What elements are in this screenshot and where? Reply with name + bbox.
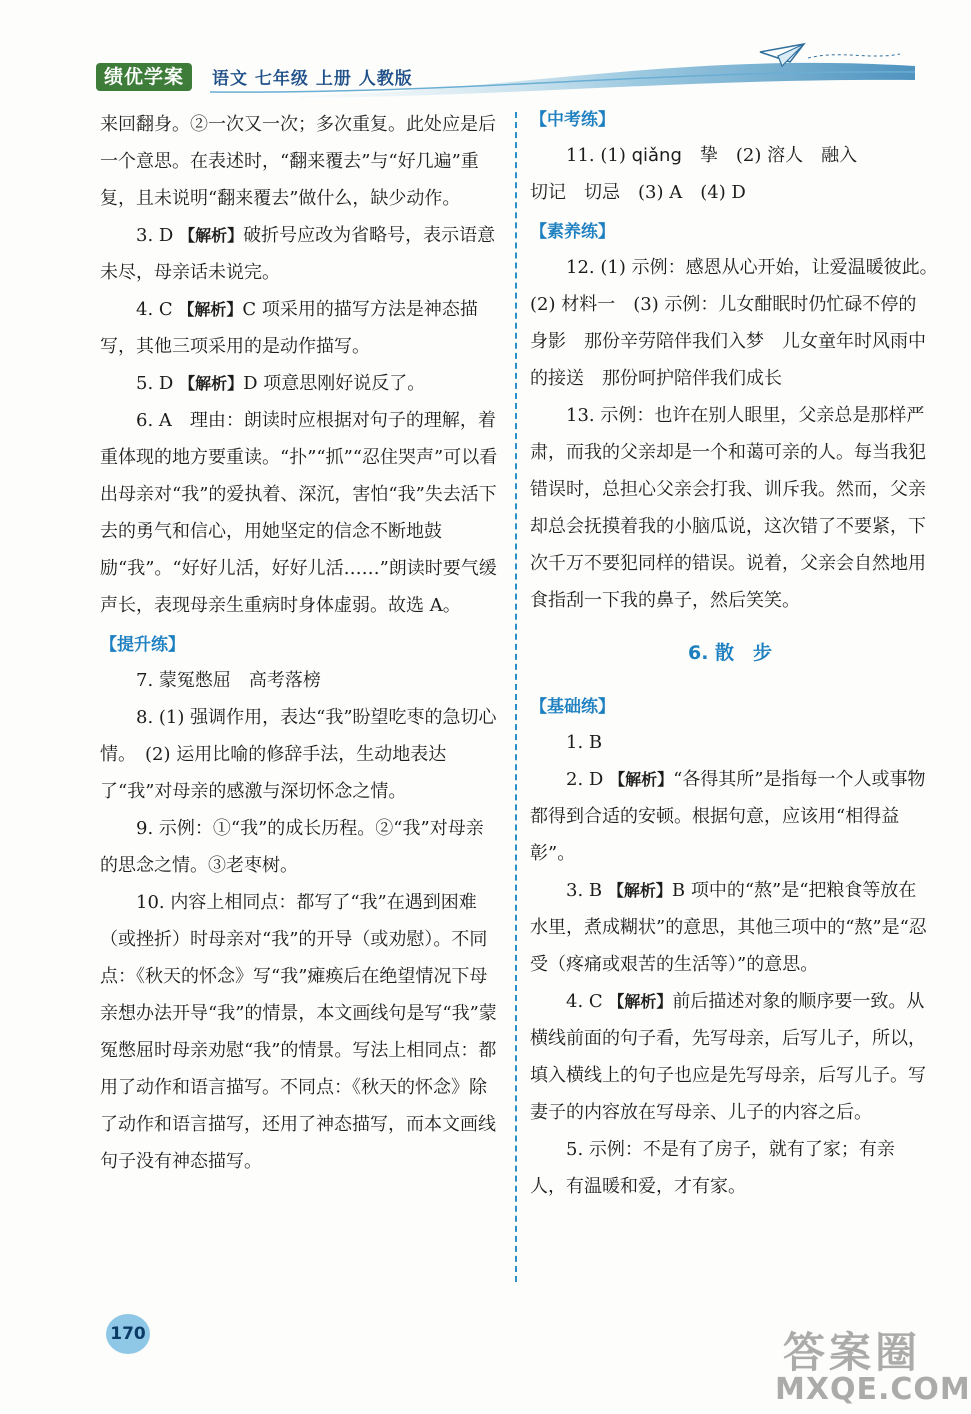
page-number: 170 — [106, 1314, 150, 1354]
analysis-tag: 【解析】 — [179, 374, 244, 393]
answer-b1: 1. B — [566, 732, 603, 753]
lesson-title: 6. 散 步 — [687, 642, 773, 664]
paper-plane-icon — [760, 44, 804, 66]
section-label: 【中考练】 — [530, 110, 615, 130]
answer-paragraph-continued: 来回翻身。②一次又一次；多次重复。此处应是后一个意思。在表述时，“翻来覆去”与“好几遍”重复，且未说明“翻来覆去”做什么，缺少动作。 — [100, 114, 496, 209]
q4-number: 4. C — [136, 299, 173, 320]
q11-answers: 挚 (2) 溶人 融入 — [681, 145, 858, 166]
b3-number: 3. B — [566, 880, 603, 901]
q11-number: 11. (1) — [566, 145, 632, 166]
b2-explanation: “各得其所”是指每一个人或事物都得到合适的安顿。根据句意，应该用“相得益彰”。 — [530, 769, 926, 864]
q3-number: 3. D — [136, 225, 174, 246]
b4-explanation: 前后描述对象的顺序要一致。从横线前面的句子看，先写母亲，后写儿子，所以，填入横线上的句子也应是先写母亲，后写儿子。写妻子的内容放在写母亲、儿子的内容之后。 — [530, 991, 926, 1123]
pinyin-text: qiǎng — [631, 145, 682, 166]
answer-q12: 12. (1) 示例：感恩从心开始，让爱温暖彼此。 (2) 材料一 (3) 示例：儿女酣眠时仍忙碌不停的身影 那份辛劳陪伴我们入梦 儿女童年时风雨中的接送 那份呵护陪伴我们成长 — [530, 257, 947, 389]
b3-explanation: B 项中的“熬”是“把粮食等放在水里，煮成糊状”的意思，其他三项中的“熬”是“忍受（疼痛或艰苦的生活等）”的意思。 — [530, 880, 927, 975]
right-column — [530, 103, 947, 1205]
section-heading-exam — [530, 103, 930, 137]
q5-number: 5. D — [136, 373, 174, 394]
section-label: 【提升练】 — [100, 635, 185, 655]
page-header — [0, 0, 950, 100]
answer-b2 — [530, 761, 930, 872]
section-label: 【基础练】 — [530, 697, 615, 717]
answer-q7: 7. 蒙冤憋屈 高考落榜 — [136, 670, 321, 691]
brand-logo: 绩优学案 — [96, 63, 192, 91]
answer-q6: 6. A 理由：朗读时应根据对句子的理解，着重体现的地方要重读。“扑”“抓”“忍住哭声”可以看出母亲对“我”的爱执着、深沉，害怕“我”失去活下去的勇气和信心，用她坚定的信念不断地鼓励“我”。“好好儿活，好好儿活……”朗读时要气缓声长，表现母亲生重病时身体虚弱。故选 A。 — [100, 410, 498, 616]
watermark-cn: 答案圈 — [783, 1328, 922, 1377]
answer-b4 — [530, 983, 930, 1131]
answer-q10: 10. 内容上相同点：都写了“我”在遇到困难（或挫折）时母亲对“我”的开导（或劝慰）。不同点：《秋天的怀念》写“我”瘫痪后在绝望情况下母亲想办法开导“我”的情景，本文画线句是写“我”蒙冤憋屈时母亲劝慰“我”的情景。写法上相同点：都用了动作和语言描写。不同点：《秋天的怀念》除了动作和语言描写，还用了神态描写，而本文画线句子没有神态描写。 — [100, 892, 497, 1172]
b4-number: 4. C — [566, 991, 603, 1012]
section-label: 【素养练】 — [530, 222, 615, 242]
q3-explanation: 破折号应改为省略号，表示语意未尽，母亲话未说完。 — [100, 225, 496, 283]
section-heading-basic — [530, 690, 930, 724]
answer-q3 — [100, 217, 500, 291]
column-divider — [515, 112, 517, 1282]
analysis-tag: 【解析】 — [608, 992, 673, 1011]
answer-q13: 13. 示例：也许在别人眼里，父亲总是那样严肃，而我的父亲却是一个和蔼可亲的人。每当我犯错误时，总担心父亲会打我、训斥我。然而，父亲却总会抚摸着我的小脑瓜说，这次错了不要紧，下次千万不要犯同样的错误。说着，父亲会自然地用食指刮一下我的鼻子，然后笑笑。 — [530, 405, 926, 611]
q5-explanation: D 项意思刚好说反了。 — [243, 373, 426, 394]
analysis-tag: 【解析】 — [178, 300, 243, 319]
site-watermark — [775, 1320, 971, 1414]
answer-q11 — [530, 137, 930, 174]
answer-b3 — [530, 872, 930, 983]
answer-q5 — [100, 365, 500, 402]
watermark-en: MXQE.COM — [775, 1372, 971, 1407]
b2-number: 2. D — [566, 769, 604, 790]
book-subject-info: 语文 七年级 上册 人教版 — [212, 69, 413, 89]
answer-b5: 5. 示例：不是有了房子，就有了家；有亲人，有温暖和爱，才有家。 — [530, 1139, 895, 1197]
q4-explanation: C 项采用的描写方法是神态描写，其他三项采用的是动作描写。 — [100, 299, 478, 357]
answer-q8: 8. (1) 强调作用，表达“我”盼望吃枣的急切心情。 (2) 运用比喻的修辞手法，生动地表达了“我”对母亲的感激与深切怀念之情。 — [100, 707, 497, 802]
section-heading-improve — [100, 628, 500, 662]
analysis-tag: 【解析】 — [607, 881, 672, 900]
analysis-tag: 【解析】 — [609, 770, 674, 789]
left-column — [100, 106, 500, 1180]
analysis-tag: 【解析】 — [179, 226, 244, 245]
section-heading-literacy — [530, 215, 930, 249]
answer-q4 — [100, 291, 500, 365]
answer-q9: 9. 示例：①“我”的成长历程。②“我”对母亲的思念之情。③老枣树。 — [100, 818, 484, 876]
answer-q11-continued: 切记 切忌 (3) A (4) D — [530, 182, 746, 203]
